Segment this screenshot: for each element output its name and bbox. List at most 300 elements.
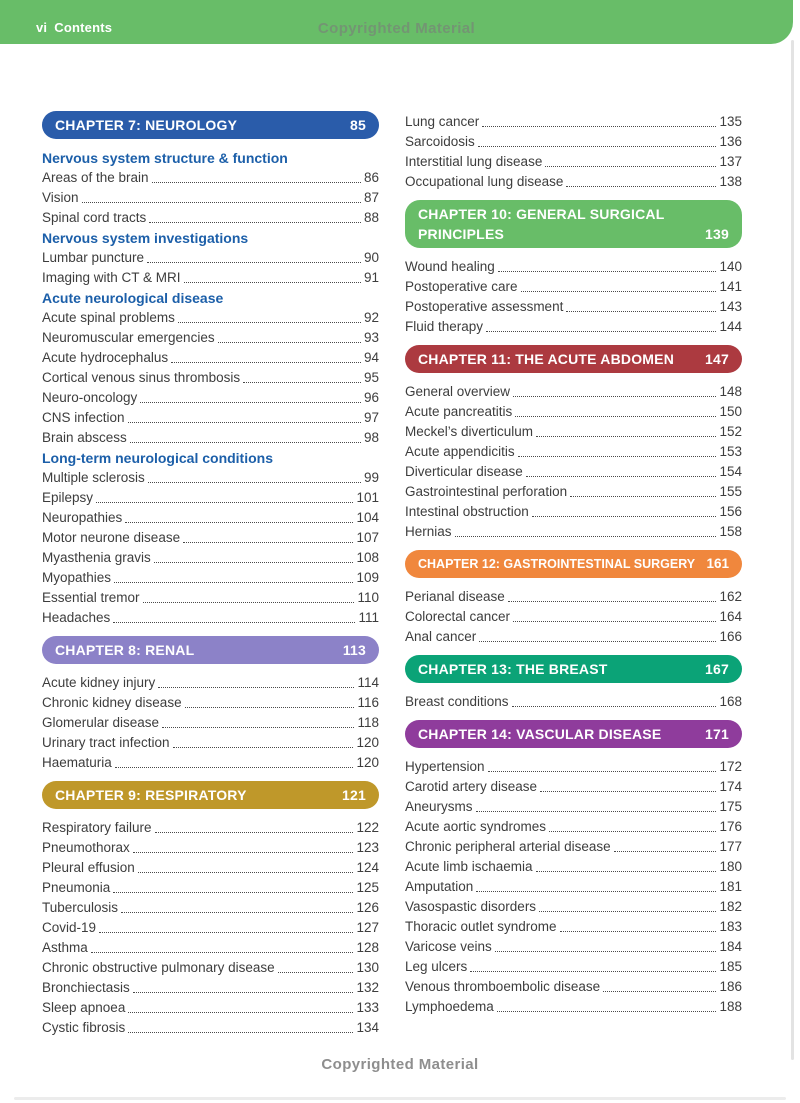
toc-entry: [42, 348, 379, 368]
toc-entry: [42, 998, 379, 1018]
toc-entry-page: 88: [363, 210, 379, 225]
chapter-title: CHAPTER 11: THE ACUTE ABDOMEN: [418, 351, 675, 367]
toc-entry: [42, 528, 379, 548]
toc-entry-label: Meckel’s diverticulum: [405, 424, 534, 439]
toc-entry: [42, 753, 379, 773]
dot-leader: [113, 878, 353, 893]
toc-entry: [405, 172, 742, 192]
dot-leader: [532, 502, 717, 517]
toc-entry: [42, 673, 379, 693]
toc-entry: [42, 468, 379, 488]
toc-entry-page: 186: [719, 979, 742, 994]
toc-entry-page: 94: [363, 350, 379, 365]
dot-leader: [140, 388, 361, 403]
dot-leader: [158, 673, 354, 688]
toc-entry-label: Tuberculosis: [42, 900, 119, 915]
toc-entry-label: Glomerular disease: [42, 715, 160, 730]
toc-entry: [42, 408, 379, 428]
toc-entry-label: Diverticular disease: [405, 464, 523, 479]
toc-entry-label: Spinal cord tracts: [42, 210, 147, 225]
toc-entry: [405, 777, 742, 797]
dot-leader: [82, 188, 361, 203]
toc-entry-label: Lymphoedema: [405, 999, 494, 1014]
dot-leader: [185, 693, 355, 708]
toc-entry-label: Bronchiectasis: [42, 980, 130, 995]
dot-leader: [171, 348, 361, 363]
toc-entry-label: Motor neurone disease: [42, 530, 181, 545]
chapter-title: CHAPTER 9: RESPIRATORY: [55, 787, 247, 803]
toc-entry-page: 108: [356, 550, 379, 565]
toc-entry-label: Amputation: [405, 879, 474, 894]
dot-leader: [114, 568, 353, 583]
toc-entry: [42, 168, 379, 188]
toc-entry-label: Varicose veins: [405, 939, 492, 954]
dot-leader: [540, 777, 716, 792]
toc-entry-page: 135: [719, 114, 742, 129]
dot-leader: [91, 938, 354, 953]
dot-leader: [133, 838, 354, 853]
dot-leader: [512, 692, 717, 707]
toc-entry-label: Cortical venous sinus thrombosis: [42, 370, 241, 385]
toc-entry-label: Myasthenia gravis: [42, 550, 151, 565]
toc-entry: [405, 442, 742, 462]
toc-entry-label: Wound healing: [405, 259, 495, 274]
toc-entry: [405, 402, 742, 422]
dot-leader: [130, 428, 361, 443]
toc-entry-label: Hypertension: [405, 759, 485, 774]
toc-entry: [42, 1018, 379, 1038]
toc-entry: [42, 188, 379, 208]
dot-leader: [513, 607, 716, 622]
toc-entry: [405, 837, 742, 857]
toc-entry-page: 91: [363, 270, 379, 285]
toc-entry-page: 97: [363, 410, 379, 425]
dot-leader: [539, 897, 716, 912]
toc-entry-page: 120: [356, 735, 379, 750]
toc-entry: [42, 693, 379, 713]
chapter-page-number: 147: [705, 351, 729, 367]
chapter-heading: [405, 655, 742, 683]
toc-entry: [405, 977, 742, 997]
chapter-heading: [42, 781, 379, 809]
chapter-title: CHAPTER 12: GASTROINTESTINAL SURGERY: [418, 557, 696, 571]
toc-entry-page: 92: [363, 310, 379, 325]
toc-entry: [42, 248, 379, 268]
toc-entry: [405, 277, 742, 297]
dot-leader: [513, 382, 716, 397]
dot-leader: [476, 877, 716, 892]
section-subheading: Nervous system investigations: [42, 230, 249, 246]
toc-entry: [42, 328, 379, 348]
toc-entry-page: 156: [719, 504, 742, 519]
dot-leader: [149, 208, 361, 223]
toc-entry-label: Fluid therapy: [405, 319, 484, 334]
toc-entry: [42, 818, 379, 838]
toc-entry-label: Imaging with CT & MRI: [42, 270, 181, 285]
toc-entry-page: 180: [719, 859, 742, 874]
toc-entry: [405, 997, 742, 1017]
chapter-page-number: 171: [705, 726, 729, 742]
chapter-title: CHAPTER 13: THE BREAST: [418, 661, 608, 677]
toc-entry-page: 95: [363, 370, 379, 385]
toc-entry-page: 130: [356, 960, 379, 975]
table-of-contents: [42, 44, 742, 1038]
toc-entry-label: Interstitial lung disease: [405, 154, 543, 169]
toc-entry-label: Multiple sclerosis: [42, 470, 145, 485]
copyright-watermark-top: Copyrighted Material: [317, 20, 476, 37]
toc-entry-page: 143: [719, 299, 742, 314]
toc-entry: [405, 937, 742, 957]
toc-entry: [42, 268, 379, 288]
toc-entry-page: 98: [363, 430, 379, 445]
toc-entry-page: 116: [357, 695, 379, 710]
dot-leader: [152, 168, 361, 183]
toc-entry-label: Occupational lung disease: [405, 174, 564, 189]
toc-entry: [405, 797, 742, 817]
toc-entry-page: 138: [719, 174, 742, 189]
toc-entry: [42, 898, 379, 918]
toc-entry: [405, 627, 742, 647]
section-subheading: Acute neurological disease: [42, 290, 224, 306]
toc-entry-label: CNS infection: [42, 410, 125, 425]
dot-leader: [148, 468, 361, 483]
dot-leader: [138, 858, 354, 873]
dot-leader: [133, 978, 354, 993]
toc-entry-label: Asthma: [42, 940, 88, 955]
toc-entry-label: Chronic peripheral arterial disease: [405, 839, 611, 854]
toc-entry: [405, 917, 742, 937]
dot-leader: [128, 1018, 353, 1033]
copyright-watermark-bottom: Copyrighted Material: [321, 1056, 479, 1073]
dot-leader: [155, 818, 354, 833]
toc-entry-page: 137: [719, 154, 742, 169]
dot-leader: [549, 817, 716, 832]
toc-entry-page: 124: [356, 860, 379, 875]
toc-entry: [405, 257, 742, 277]
toc-entry-label: Haematuria: [42, 755, 112, 770]
toc-entry: [405, 297, 742, 317]
dot-leader: [128, 408, 361, 423]
toc-entry: [405, 422, 742, 442]
toc-entry-page: 184: [719, 939, 742, 954]
toc-entry-label: Essential tremor: [42, 590, 140, 605]
toc-entry-label: Brain abscess: [42, 430, 127, 445]
toc-entry: [405, 132, 742, 152]
dot-leader: [125, 508, 353, 523]
chapter-title: CHAPTER 8: RENAL: [55, 642, 195, 658]
toc-entry: [42, 918, 379, 938]
toc-entry: [42, 308, 379, 328]
dot-leader: [560, 917, 717, 932]
chapter-page-number: 85: [350, 117, 366, 133]
toc-entry-label: Acute spinal problems: [42, 310, 175, 325]
toc-entry-page: 122: [356, 820, 379, 835]
contents-title: Contents: [54, 20, 113, 35]
dot-leader: [115, 753, 354, 768]
toc-entry: [42, 508, 379, 528]
toc-entry-label: Aneurysms: [405, 799, 473, 814]
toc-entry: [405, 957, 742, 977]
toc-entry-page: 127: [356, 920, 379, 935]
dot-leader: [479, 627, 716, 642]
chapter-page-number: 167: [705, 661, 729, 677]
toc-entry: [405, 482, 742, 502]
toc-entry-label: Colorectal cancer: [405, 609, 511, 624]
dot-leader: [278, 958, 354, 973]
toc-entry-page: 188: [719, 999, 742, 1014]
toc-entry: [42, 368, 379, 388]
page-edge-shadow-right: [791, 40, 794, 1060]
toc-entry-label: Neuromuscular emergencies: [42, 330, 215, 345]
toc-entry: [42, 733, 379, 753]
chapter-title: CHAPTER 7: NEUROLOGY: [55, 117, 238, 133]
toc-entry-label: Carotid artery disease: [405, 779, 538, 794]
toc-entry-label: Lung cancer: [405, 114, 480, 129]
toc-entry-page: 176: [719, 819, 742, 834]
dot-leader: [603, 977, 716, 992]
toc-entry: [42, 878, 379, 898]
toc-entry: [42, 388, 379, 408]
toc-entry-label: Neuropathies: [42, 510, 123, 525]
toc-entry: [42, 838, 379, 858]
toc-entry-page: 109: [356, 570, 379, 585]
toc-entry-page: 166: [719, 629, 742, 644]
toc-entry-label: Lumbar puncture: [42, 250, 145, 265]
toc-entry-label: Vision: [42, 190, 79, 205]
toc-entry-page: 144: [719, 319, 742, 334]
toc-entry: [42, 568, 379, 588]
dot-leader: [521, 277, 717, 292]
dot-leader: [566, 172, 716, 187]
chapter-heading: [405, 200, 742, 248]
section-subheading: Long-term neurological conditions: [42, 450, 273, 466]
toc-entry-label: Acute limb ischaemia: [405, 859, 533, 874]
chapter-page-number: 121: [342, 787, 366, 803]
page-number: vi: [36, 20, 48, 35]
toc-entry-label: Acute appendicitis: [405, 444, 515, 459]
toc-entry-page: 86: [363, 170, 379, 185]
toc-entry: [405, 877, 742, 897]
toc-entry-label: Vasospastic disorders: [405, 899, 537, 914]
dot-leader: [121, 898, 353, 913]
toc-entry-page: 153: [719, 444, 742, 459]
toc-entry-page: 134: [356, 1020, 379, 1035]
chapter-page-number: 139: [705, 226, 729, 242]
toc-entry-page: 177: [719, 839, 742, 854]
page-edge-shadow-bottom: [14, 1097, 786, 1100]
toc-entry-label: Sarcoidosis: [405, 134, 475, 149]
toc-entry-page: 104: [356, 510, 379, 525]
toc-entry-page: 93: [363, 330, 379, 345]
toc-entry-page: 164: [719, 609, 742, 624]
toc-entry-label: Gastrointestinal perforation: [405, 484, 568, 499]
toc-entry: [405, 607, 742, 627]
toc-entry-label: Chronic obstructive pulmonary disease: [42, 960, 275, 975]
toc-entry-label: Neuro-oncology: [42, 390, 138, 405]
toc-column-right: [405, 103, 742, 1038]
toc-entry-label: Acute pancreatitis: [405, 404, 513, 419]
toc-entry-page: 120: [356, 755, 379, 770]
toc-entry: [405, 587, 742, 607]
dot-leader: [178, 308, 361, 323]
toc-entry-page: 87: [363, 190, 379, 205]
dot-leader: [478, 132, 717, 147]
toc-entry: [42, 958, 379, 978]
toc-entry-page: 123: [356, 840, 379, 855]
toc-entry-page: 168: [719, 694, 742, 709]
toc-entry: [405, 112, 742, 132]
toc-entry-page: 140: [719, 259, 742, 274]
dot-leader: [482, 112, 716, 127]
chapter-title: CHAPTER 14: VASCULAR DISEASE: [418, 726, 662, 742]
toc-entry-page: 181: [719, 879, 742, 894]
chapter-title: CHAPTER 10: GENERAL SURGICAL PRINCIPLES: [418, 206, 665, 242]
toc-entry-label: Pneumothorax: [42, 840, 130, 855]
dot-leader: [545, 152, 716, 167]
toc-entry-page: 96: [363, 390, 379, 405]
toc-entry-label: Intestinal obstruction: [405, 504, 529, 519]
dot-leader: [184, 268, 361, 283]
toc-entry-page: 152: [719, 424, 742, 439]
toc-entry: [42, 548, 379, 568]
chapter-heading: [42, 111, 379, 139]
toc-entry-page: 158: [719, 524, 742, 539]
toc-entry-label: Covid-19: [42, 920, 97, 935]
chapter-heading: [405, 550, 742, 578]
toc-entry-page: 101: [356, 490, 379, 505]
toc-entry-label: Anal cancer: [405, 629, 477, 644]
toc-entry-label: Pleural effusion: [42, 860, 135, 875]
toc-entry-label: Acute kidney injury: [42, 675, 156, 690]
dot-leader: [497, 997, 717, 1012]
toc-entry-label: Postoperative care: [405, 279, 518, 294]
chapter-heading: [405, 720, 742, 748]
toc-entry: [405, 857, 742, 877]
toc-entry-page: 141: [719, 279, 742, 294]
toc-entry-page: 174: [719, 779, 742, 794]
toc-entry-page: 155: [719, 484, 742, 499]
toc-entry-label: Respiratory failure: [42, 820, 152, 835]
toc-entry-label: Acute hydrocephalus: [42, 350, 169, 365]
dot-leader: [515, 402, 716, 417]
toc-entry-label: Pneumonia: [42, 880, 111, 895]
chapter-heading: [405, 345, 742, 373]
toc-entry-page: 175: [719, 799, 742, 814]
toc-entry-label: Postoperative assessment: [405, 299, 564, 314]
dot-leader: [455, 522, 717, 537]
dot-leader: [526, 462, 717, 477]
toc-entry-label: Breast conditions: [405, 694, 509, 709]
page-header: [0, 0, 793, 44]
section-subheading: Nervous system structure & function: [42, 150, 288, 166]
dot-leader: [96, 488, 353, 503]
dot-leader: [99, 918, 353, 933]
toc-entry: [42, 588, 379, 608]
dot-leader: [154, 548, 354, 563]
toc-entry: [405, 692, 742, 712]
toc-entry-label: Venous thromboembolic disease: [405, 979, 601, 994]
toc-entry-label: Perianal disease: [405, 589, 505, 604]
toc-entry-label: Sleep apnoea: [42, 1000, 126, 1015]
toc-entry: [405, 317, 742, 337]
dot-leader: [614, 837, 717, 852]
toc-entry: [405, 757, 742, 777]
toc-entry-page: 154: [719, 464, 742, 479]
toc-entry-page: 133: [356, 1000, 379, 1015]
toc-entry-page: 107: [356, 530, 379, 545]
dot-leader: [243, 368, 361, 383]
toc-entry-label: Epilepsy: [42, 490, 94, 505]
toc-entry: [42, 488, 379, 508]
toc-entry-label: Acute aortic syndromes: [405, 819, 547, 834]
toc-entry-label: Areas of the brain: [42, 170, 149, 185]
toc-entry-page: 126: [356, 900, 379, 915]
toc-entry: [42, 858, 379, 878]
toc-entry: [405, 522, 742, 542]
toc-entry-page: 90: [363, 250, 379, 265]
toc-entry-label: General overview: [405, 384, 511, 399]
toc-entry: [405, 897, 742, 917]
toc-entry: [405, 382, 742, 402]
toc-entry: [42, 208, 379, 228]
dot-leader: [128, 998, 353, 1013]
dot-leader: [495, 937, 717, 952]
dot-leader: [508, 587, 717, 602]
dot-leader: [162, 713, 354, 728]
dot-leader: [536, 857, 717, 872]
toc-entry-page: 183: [719, 919, 742, 934]
dot-leader: [486, 317, 716, 332]
dot-leader: [570, 482, 716, 497]
toc-entry: [405, 462, 742, 482]
toc-entry-page: 182: [719, 899, 742, 914]
toc-entry-label: Thoracic outlet syndrome: [405, 919, 557, 934]
toc-column-left: [42, 103, 379, 1038]
dot-leader: [218, 328, 361, 343]
toc-entry-page: 172: [719, 759, 742, 774]
toc-entry: [42, 978, 379, 998]
toc-entry: [405, 817, 742, 837]
dot-leader: [173, 733, 354, 748]
dot-leader: [498, 257, 717, 272]
dot-leader: [113, 608, 355, 623]
toc-entry-label: Urinary tract infection: [42, 735, 170, 750]
toc-entry-page: 185: [719, 959, 742, 974]
toc-entry-page: 114: [357, 675, 379, 690]
toc-entry-page: 148: [719, 384, 742, 399]
toc-entry-page: 136: [719, 134, 742, 149]
dot-leader: [566, 297, 716, 312]
toc-entry: [42, 428, 379, 448]
toc-entry: [42, 938, 379, 958]
dot-leader: [488, 757, 717, 772]
chapter-page-number: 113: [342, 642, 366, 658]
chapter-heading: [42, 636, 379, 664]
toc-entry-label: Chronic kidney disease: [42, 695, 182, 710]
toc-entry-page: 111: [358, 610, 379, 625]
toc-entry-page: 110: [357, 590, 379, 605]
dot-leader: [143, 588, 355, 603]
toc-entry-page: 125: [356, 880, 379, 895]
toc-entry-label: Leg ulcers: [405, 959, 468, 974]
toc-entry-label: Headaches: [42, 610, 111, 625]
page-number-and-title: [36, 20, 112, 35]
toc-entry-page: 150: [719, 404, 742, 419]
dot-leader: [536, 422, 716, 437]
toc-entry-label: Myopathies: [42, 570, 112, 585]
toc-entry-page: 128: [356, 940, 379, 955]
toc-entry-page: 132: [356, 980, 379, 995]
